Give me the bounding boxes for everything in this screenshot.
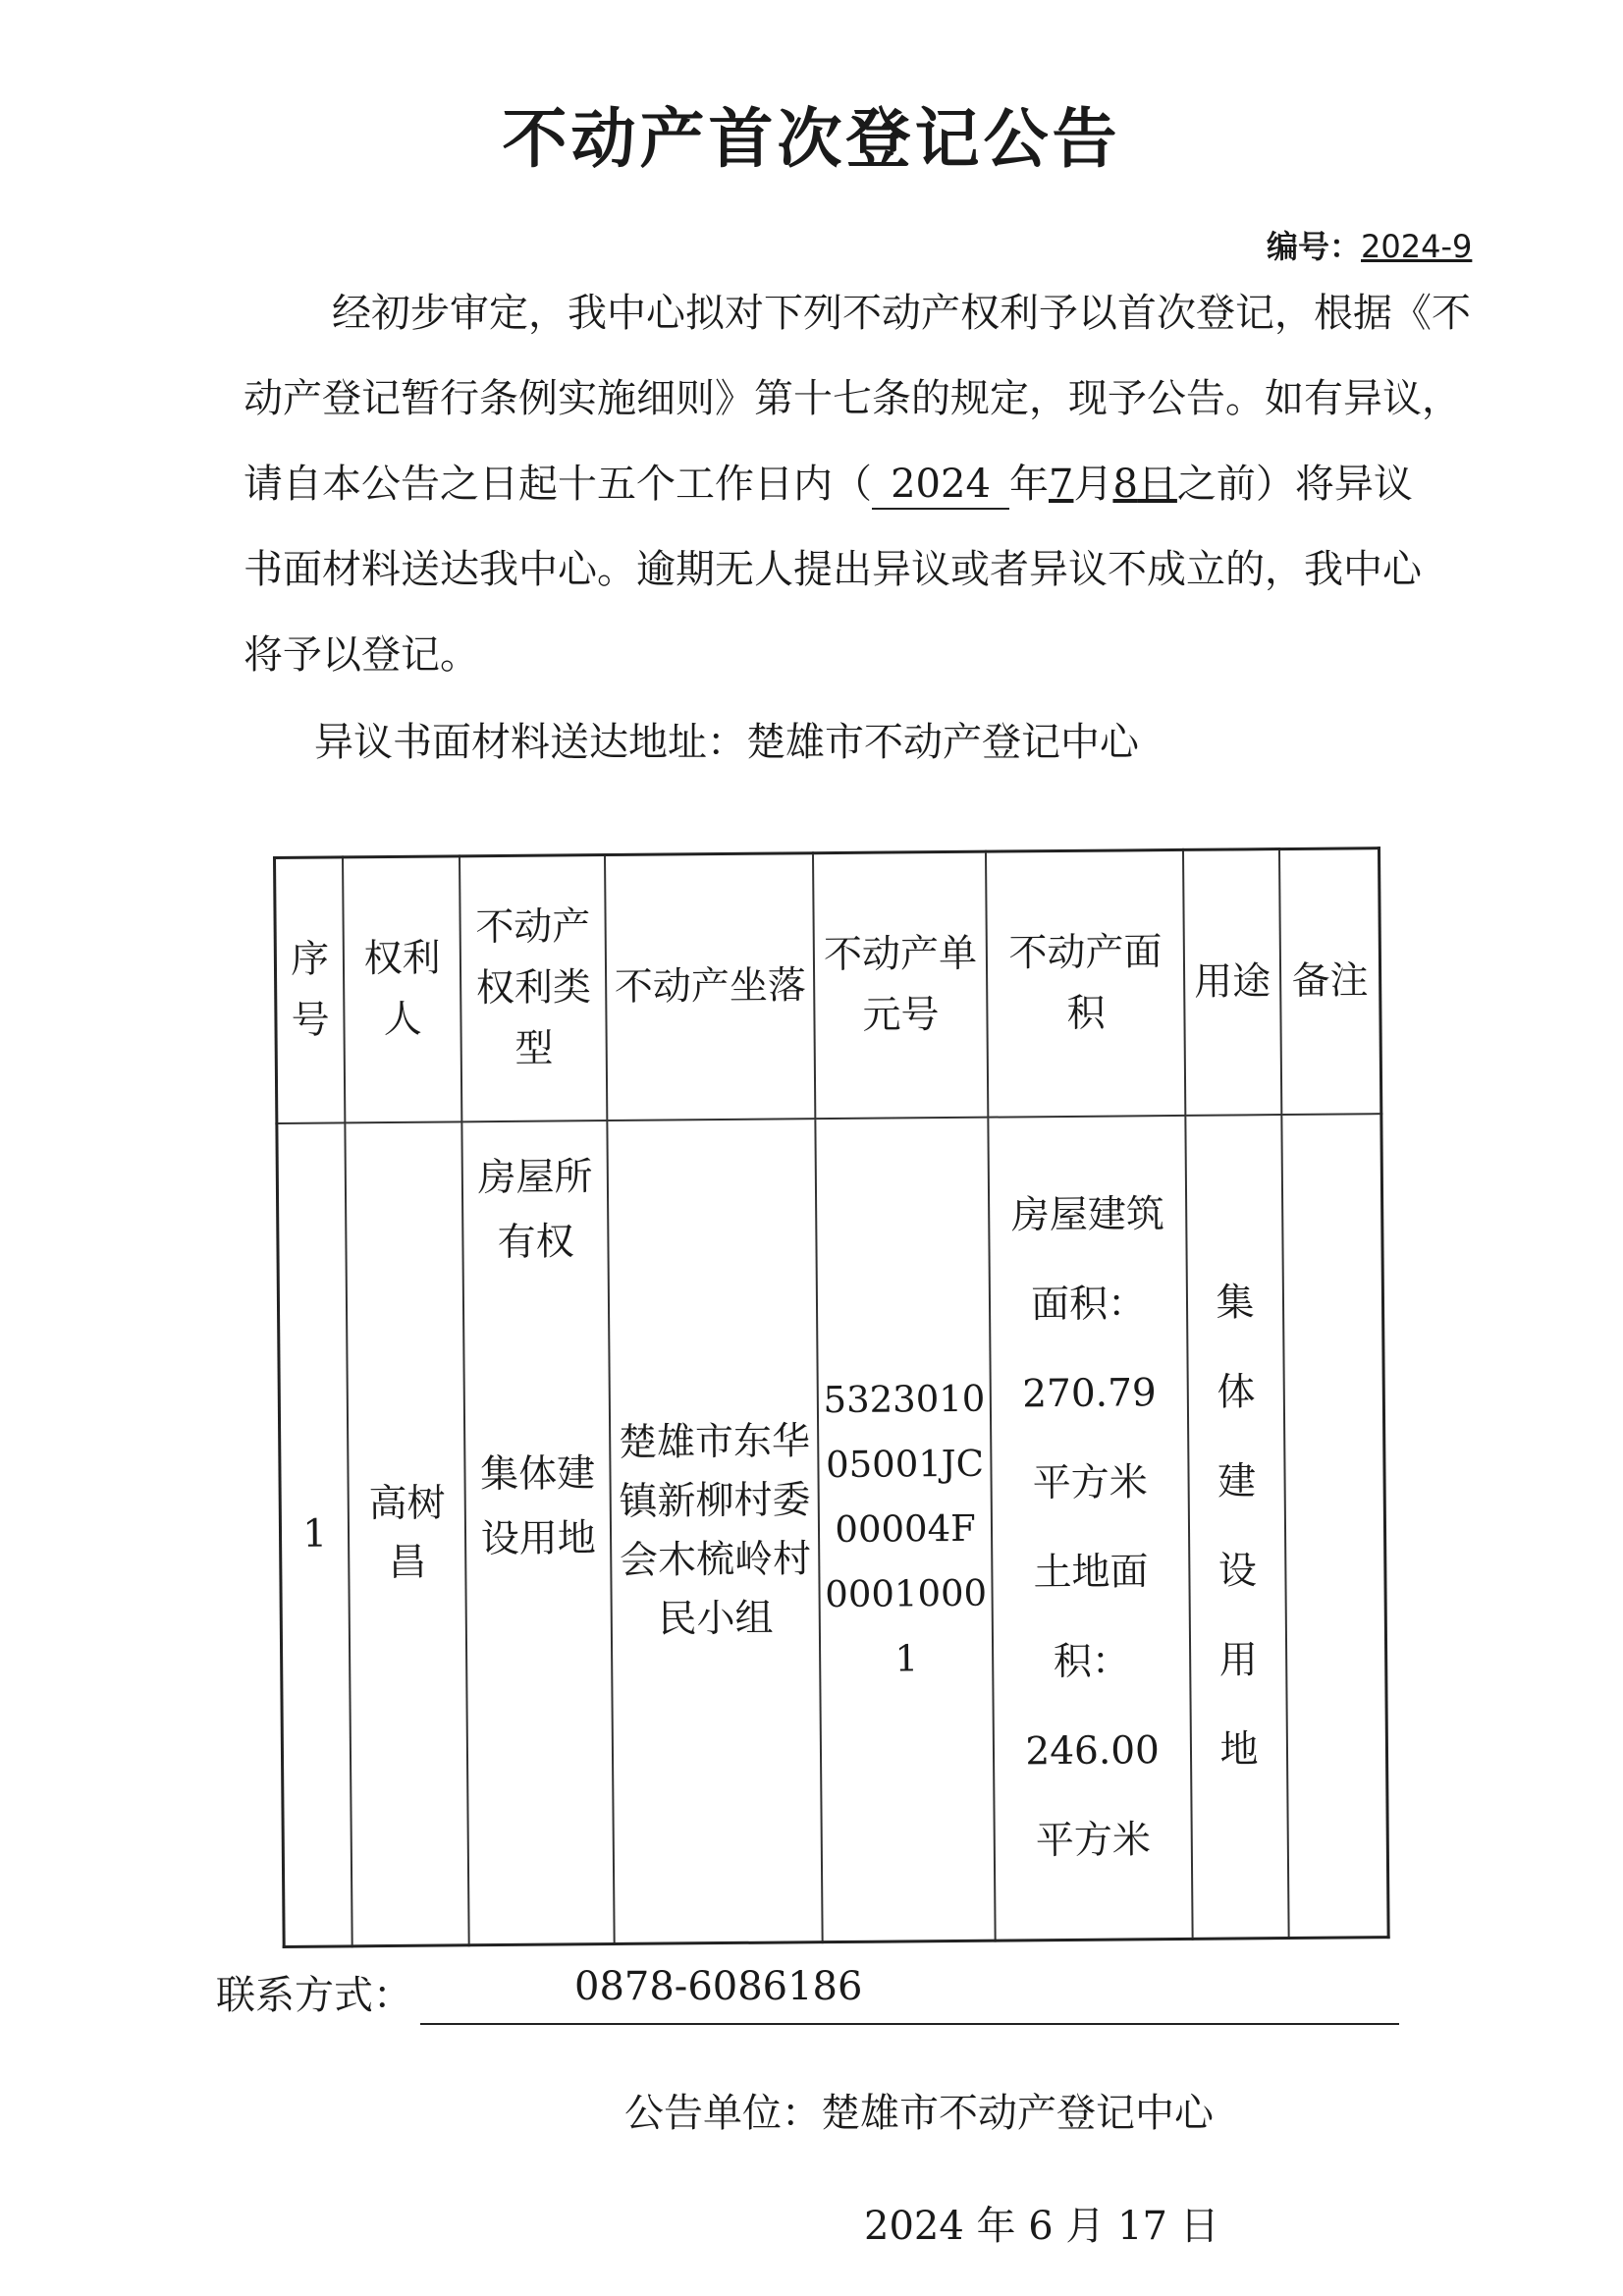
area-land-label: 土地面积： (1033, 1549, 1149, 1684)
area-land-value: 246.00 (1025, 1727, 1161, 1775)
cell-unit-no: 532301005001JC00004F00010001 (816, 1117, 996, 1942)
registration-table (273, 847, 1390, 1948)
notice-body (243, 271, 1471, 698)
cell-right-type (461, 1121, 615, 1945)
body-line: 经初步审定，我中心拟对下列不动产权利予以首次登记，根据《不 (332, 291, 1471, 336)
body-line: 动产登记暂行条例实施细则》第十七条的规定，现予公告。如有异议， (243, 376, 1461, 421)
body-line-deadline: 请自本公告之日起十五个工作日内（ 2024 年7月8日之前）将异议 (243, 442, 1461, 527)
header-holder: 权利人 (343, 856, 461, 1122)
cell-location: 楚雄市东华镇新柳村委会木梳岭村民小组 (608, 1119, 823, 1944)
objection-address: 异议书面材料送达地址：楚雄市不动产登记中心 (314, 720, 1139, 765)
deadline-day: 8 (1112, 462, 1138, 507)
header-area: 不动产面积 (986, 849, 1186, 1117)
area-house-value: 270.79 (1022, 1370, 1157, 1417)
right-type-land: 集体建设用地 (479, 1450, 596, 1561)
table-header-row (275, 848, 1381, 1123)
contact-phone: 0878-6086186 (574, 1964, 863, 2009)
cell-holder: 高树昌 (346, 1121, 469, 1946)
body-line: 书面材料送达我中心。逾期无人提出异议或者异议不成立的，我中心 (243, 547, 1422, 592)
contact-underline (420, 1966, 1399, 2025)
area-house-unit: 平方米 (1032, 1460, 1148, 1506)
contact-info (216, 1964, 1399, 2020)
header-seq: 序号 (275, 857, 346, 1123)
header-unit-no: 不动产单元号 (813, 851, 988, 1119)
header-location: 不动产坐落 (605, 853, 815, 1121)
issuing-unit: 公告单位：楚雄市不动产登记中心 (624, 2091, 1214, 2136)
cell-area (988, 1115, 1193, 1941)
doc-number-value: 2024-9 (1361, 228, 1473, 265)
cell-seq: 1 (277, 1122, 352, 1947)
contact-label: 联系方式： (216, 1973, 412, 2018)
table-row (277, 1114, 1388, 1947)
header-usage: 用途 (1183, 849, 1281, 1116)
cell-usage: 集体建设用地 (1186, 1115, 1289, 1940)
deadline-month: 7 (1049, 462, 1074, 507)
header-right-type: 不动产权利类型 (460, 855, 608, 1121)
area-land-unit: 平方米 (1035, 1817, 1152, 1864)
body-line: 将予以登记。 (243, 632, 479, 678)
doc-number-label: 编号： (1267, 228, 1362, 265)
doc-number (1267, 222, 1472, 267)
area-house-label: 房屋建筑面积： (1010, 1191, 1165, 1328)
issue-date: 2024 年 6 月 17 日 (864, 2204, 1219, 2249)
right-type-house: 房屋所有权 (477, 1154, 593, 1265)
header-remark: 备注 (1279, 848, 1381, 1115)
page-title: 不动产首次登记公告 (502, 101, 1121, 177)
cell-remark (1281, 1114, 1388, 1939)
deadline-year: 2024 (872, 461, 1009, 510)
